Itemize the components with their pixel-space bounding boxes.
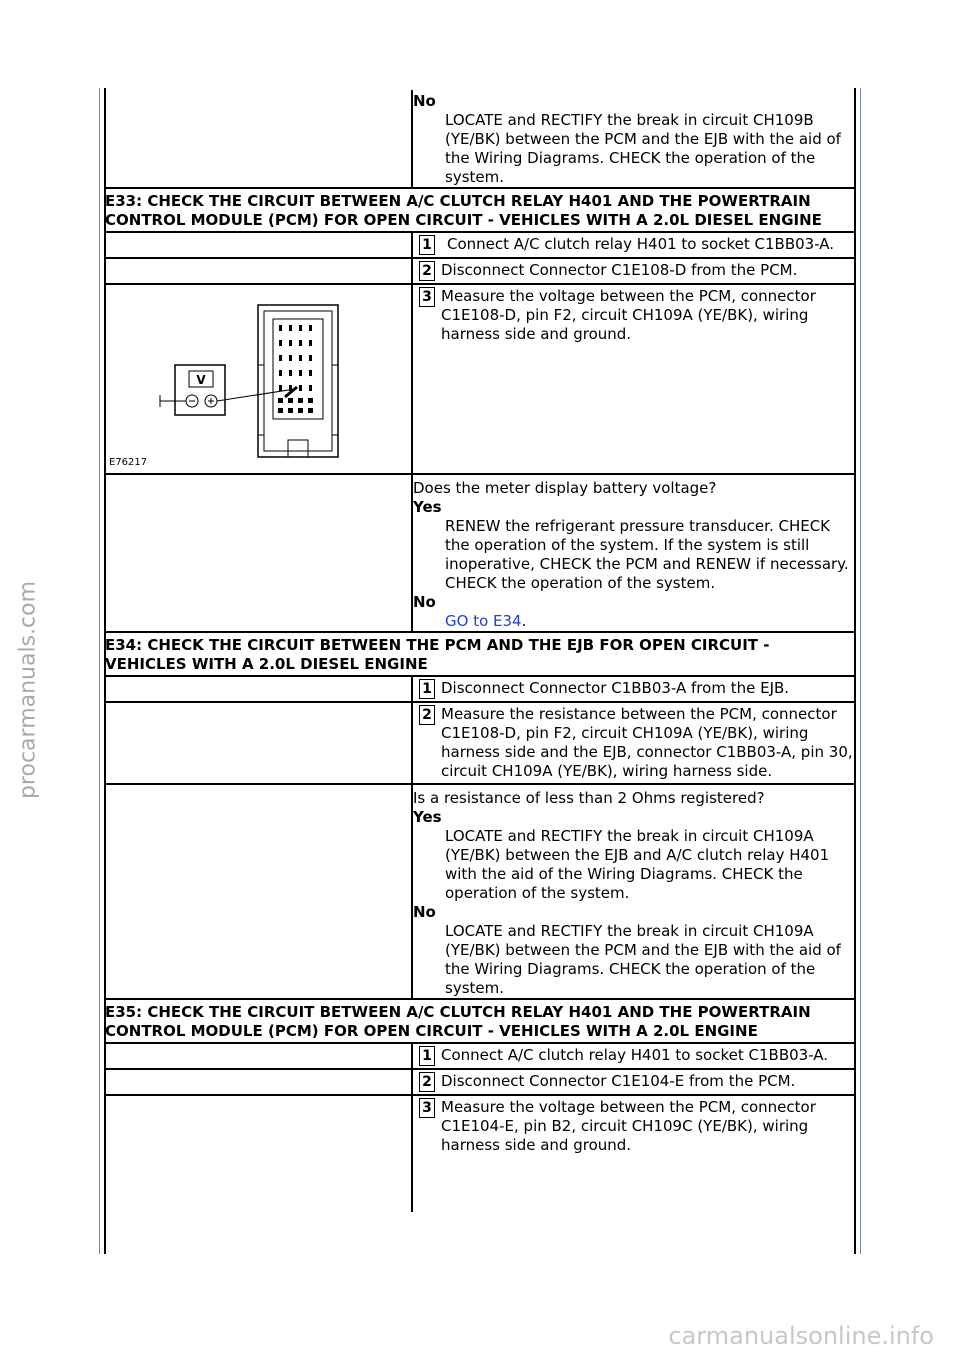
e33-step-1 xyxy=(413,233,855,257)
e34-step-1 xyxy=(413,677,855,701)
e34-yes-label: Yes xyxy=(413,808,442,826)
e34-result-cell xyxy=(413,785,855,998)
step-number: 2 xyxy=(419,705,435,725)
e33-step-2 xyxy=(413,259,855,283)
e34-step-1-left xyxy=(105,677,413,701)
e33-yes-label: Yes xyxy=(413,498,442,516)
e34-step-2-row xyxy=(105,703,855,785)
prev-no-label: No xyxy=(413,92,436,110)
step-number: 1 xyxy=(419,235,435,255)
e34-step-1-row xyxy=(105,677,855,703)
multimeter-icon xyxy=(175,365,225,415)
step-number: 2 xyxy=(419,261,435,281)
step-text: Measure the resistance between the PCM, connector C1E108-D, pin F2, circuit CH109A (YE/BK), wiring harness side and the EJB, connector C1BB03-A, pin 30, circuit CH109A (YE/BK), wiring harness side. xyxy=(441,705,853,780)
e33-step-2-row xyxy=(105,259,855,285)
connector-icon xyxy=(258,305,338,457)
step-number: 3 xyxy=(419,1098,435,1118)
e33-no-suffix: . xyxy=(521,612,527,630)
step-text: Connect A/C clutch relay H401 to socket C1BB03-A. xyxy=(447,235,835,253)
e33-step-1-row xyxy=(105,233,855,259)
connector-voltage-diagram xyxy=(105,285,409,473)
step-text: Disconnect Connector C1E104-E from the PCM. xyxy=(441,1072,796,1090)
e34-question: Is a resistance of less than 2 Ohms registered? xyxy=(413,789,765,807)
prev-result-row xyxy=(105,90,855,189)
right-frame-line-outer xyxy=(860,88,861,1254)
step-number: 2 xyxy=(419,1072,435,1092)
e33-result-cell xyxy=(413,475,855,631)
e33-heading: E33: CHECK THE CIRCUIT BETWEEN A/C CLUTCH RELAY H401 AND THE POWERTRAIN CONTROL MODULE (PCM) FOR OPEN CIRCUIT - VEHICLES WITH A 2.0L DIESEL ENGINE xyxy=(105,189,855,233)
meter-label: V xyxy=(196,373,206,387)
step-text: Connect A/C clutch relay H401 to socket C1BB03-A. xyxy=(441,1046,829,1064)
e35-step-1-row xyxy=(105,1044,855,1070)
e33-yes-text: RENEW the refrigerant pressure transducer. CHECK the operation of the system. If the system is still inoperative, CHECK the PCM and RENEW if necessary. CHECK the operation of the system. xyxy=(445,517,849,592)
e35-step-2 xyxy=(413,1070,855,1094)
e33-step-1-left xyxy=(105,233,413,257)
step-text: Measure the voltage between the PCM, connector C1E104-E, pin B2, circuit CH109C (YE/BK), wiring harness side and ground. xyxy=(441,1098,816,1154)
e33-step-3 xyxy=(413,285,855,346)
e33-step-2-left xyxy=(105,259,413,283)
step-text: Disconnect Connector C1E108-D from the PCM. xyxy=(441,261,798,279)
e35-step-1 xyxy=(413,1044,855,1068)
e35-heading: E35: CHECK THE CIRCUIT BETWEEN A/C CLUTCH RELAY H401 AND THE POWERTRAIN CONTROL MODULE (PCM) FOR OPEN CIRCUIT - VEHICLES WITH A 2.0L ENGINE xyxy=(105,1000,855,1044)
e34-no-text: LOCATE and RECTIFY the break in circuit CH109A (YE/BK) between the PCM and the EJB with the aid of the Wiring Diagrams. CHECK the operation of the system. xyxy=(445,922,841,997)
e33-step-3-row xyxy=(105,285,855,475)
go-to-e34-link[interactable]: GO to E34 xyxy=(445,612,522,630)
e34-yes-text: LOCATE and RECTIFY the break in circuit CH109A (YE/BK) between the EJB and A/C clutch relay H401 with the aid of the Wiring Diagrams. CHECK the operation of the system. xyxy=(445,827,830,902)
bottom-watermark: carmanualsonline.info xyxy=(668,1322,934,1350)
e34-heading: E34: CHECK THE CIRCUIT BETWEEN THE PCM AND THE EJB FOR OPEN CIRCUIT - VEHICLES WITH A 2.0L DIESEL ENGINE xyxy=(105,633,855,677)
e35-step-3 xyxy=(413,1096,855,1157)
step-number: 1 xyxy=(419,679,435,699)
prev-result-left-cell xyxy=(105,90,413,187)
e33-no-action xyxy=(413,612,855,631)
e35-step-3-left xyxy=(105,1096,413,1212)
figure-id: E76217 xyxy=(109,457,148,468)
e34-result-left xyxy=(105,785,413,998)
step-number: 3 xyxy=(419,287,435,307)
prev-no-text: LOCATE and RECTIFY the break in circuit CH109B (YE/BK) between the PCM and the EJB with the aid of the Wiring Diagrams. CHECK the operation of the system. xyxy=(445,111,841,186)
e34-step-2 xyxy=(413,703,855,783)
e35-step-2-left xyxy=(105,1070,413,1094)
left-frame-line-outer xyxy=(99,88,100,1254)
side-watermark xyxy=(8,560,48,820)
step-text: Measure the voltage between the PCM, connector C1E108-D, pin F2, circuit CH109A (YE/BK), wiring harness side and ground. xyxy=(441,287,816,343)
e33-no-label: No xyxy=(413,593,436,611)
e34-result-row xyxy=(105,785,855,1000)
e33-figure-cell xyxy=(105,285,413,473)
step-number: 1 xyxy=(419,1046,435,1066)
step-text: Disconnect Connector C1BB03-A from the EJB. xyxy=(441,679,790,697)
e33-result-row xyxy=(105,475,855,633)
e35-step-1-left xyxy=(105,1044,413,1068)
e33-result-left xyxy=(105,475,413,631)
e35-step-3-row xyxy=(105,1096,855,1212)
procedure-table xyxy=(105,90,855,1212)
e33-question: Does the meter display battery voltage? xyxy=(413,479,717,497)
e35-step-2-row xyxy=(105,1070,855,1096)
e34-step-2-left xyxy=(105,703,413,783)
side-watermark-text: procarmanuals.com xyxy=(15,580,41,800)
e34-no-label: No xyxy=(413,903,436,921)
prev-result-cell xyxy=(413,90,855,187)
